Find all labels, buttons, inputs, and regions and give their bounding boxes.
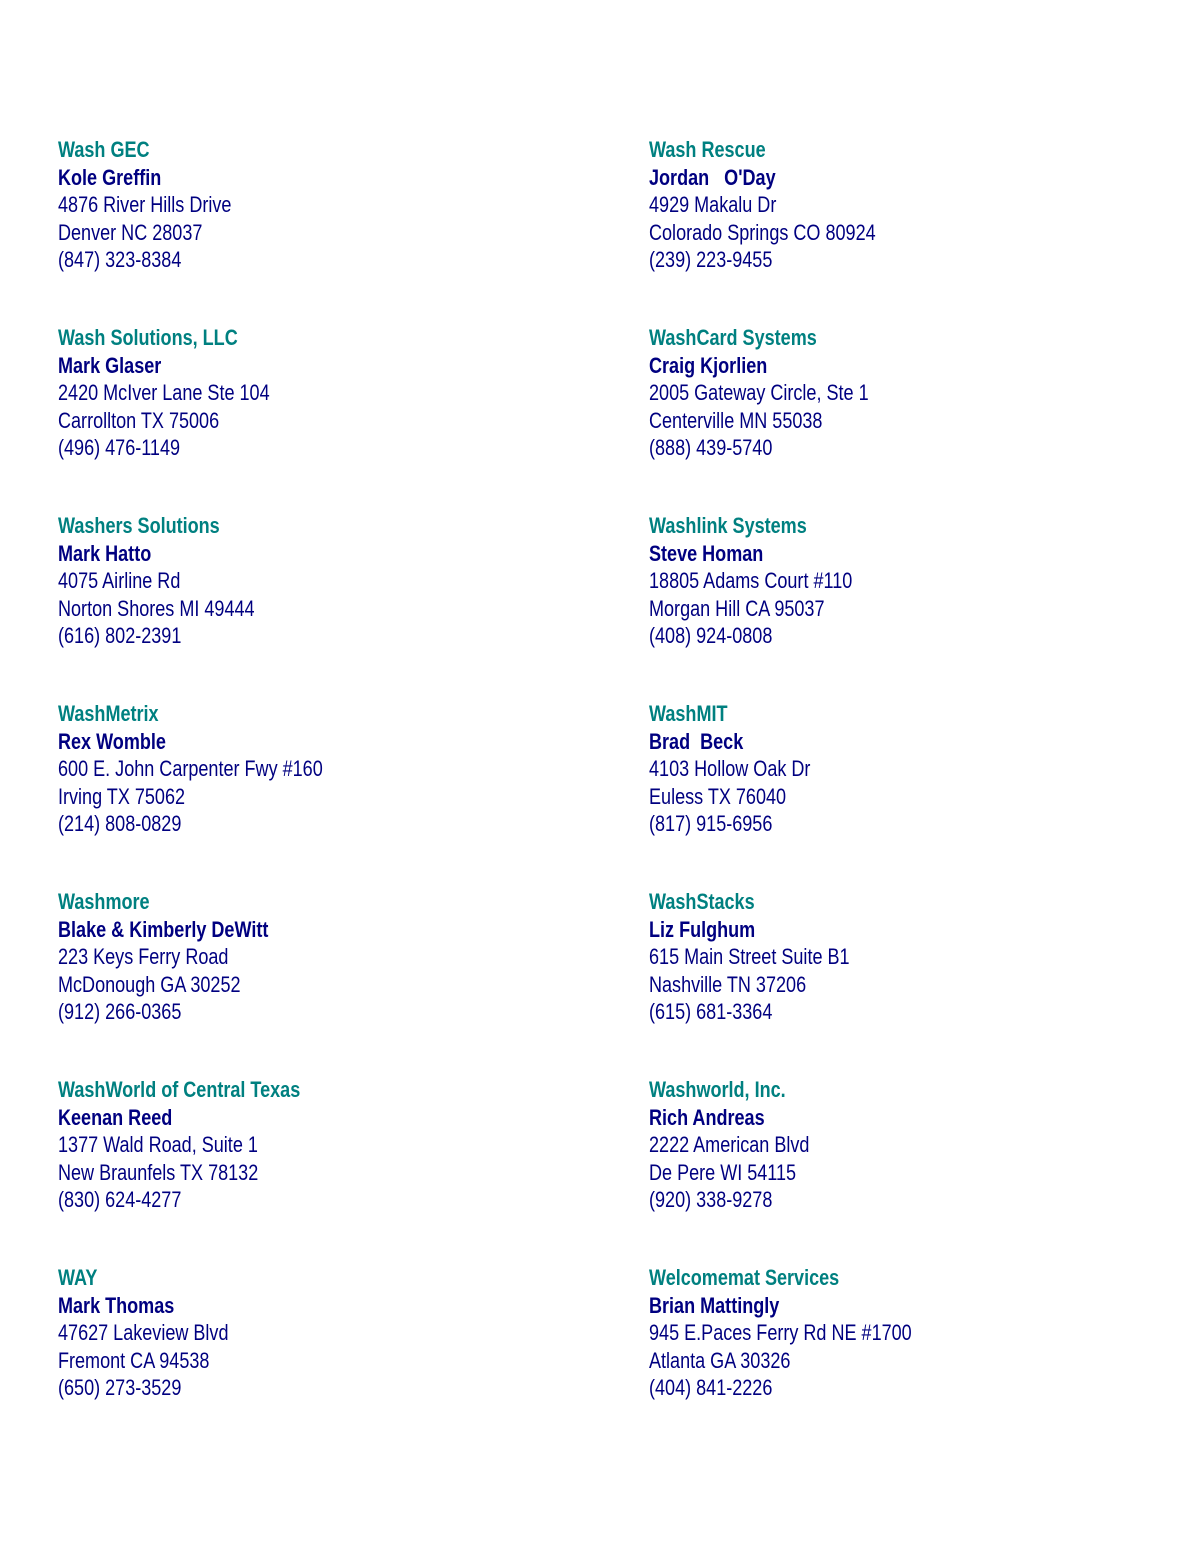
- directory-entry: [58, 512, 255, 650]
- phone-number: (404) 841-2226: [649, 1375, 773, 1400]
- phone-number: (912) 266-0365: [58, 999, 182, 1024]
- phone-number: (239) 223-9455: [649, 247, 773, 272]
- city-state-zip: De Pere WI 54115: [649, 1159, 797, 1185]
- street-address: 2222 American Blvd: [649, 1132, 810, 1157]
- directory-entry: [58, 700, 323, 838]
- city-state-zip: Fremont CA 94538: [58, 1347, 210, 1373]
- contact-name: Brian Mattingly: [649, 1292, 780, 1318]
- directory-entry: [58, 1264, 228, 1402]
- company-name: Welcomemat Services: [649, 1265, 840, 1290]
- company-name: WashWorld of Central Texas: [58, 1077, 301, 1102]
- city-state-zip: Morgan Hill CA 95037: [649, 595, 825, 621]
- contact-name: Steve Homan: [649, 540, 764, 566]
- phone-number: (920) 338-9278: [649, 1187, 773, 1212]
- company-name: Wash Solutions, LLC: [58, 325, 238, 350]
- directory-entry: [649, 1264, 912, 1402]
- company-name: Wash Rescue: [649, 137, 766, 162]
- directory-entry: [58, 136, 231, 274]
- company-name: WashCard Systems: [649, 325, 817, 350]
- street-address: 2005 Gateway Circle, Ste 1: [649, 380, 869, 405]
- company-name: WashStacks: [649, 889, 755, 914]
- company-name: WashMetrix: [58, 701, 159, 726]
- street-address: 600 E. John Carpenter Fwy #160: [58, 756, 323, 781]
- city-state-zip: New Braunfels TX 78132: [58, 1159, 259, 1185]
- contact-name: Kole Greffin: [58, 164, 162, 190]
- company-name: Washmore: [58, 889, 150, 914]
- city-state-zip: Carrollton TX 75006: [58, 407, 220, 433]
- contact-name: Brad Beck: [649, 728, 744, 754]
- phone-number: (408) 924-0808: [649, 623, 773, 648]
- phone-number: (847) 323-8384: [58, 247, 182, 272]
- directory-entry: [58, 324, 270, 462]
- city-state-zip: Colorado Springs CO 80924: [649, 219, 876, 245]
- company-name: WAY: [58, 1265, 98, 1290]
- company-name: Washers Solutions: [58, 513, 220, 538]
- contact-name: Keenan Reed: [58, 1104, 173, 1130]
- contact-name: Rex Womble: [58, 728, 166, 754]
- street-address: 4103 Hollow Oak Dr: [649, 756, 811, 781]
- contact-name: Mark Thomas: [58, 1292, 175, 1318]
- directory-entry: [58, 888, 268, 1026]
- phone-number: (888) 439-5740: [649, 435, 773, 460]
- phone-number: (496) 476-1149: [58, 435, 181, 460]
- directory-entry: [649, 136, 876, 274]
- company-name: Washlink Systems: [649, 513, 807, 538]
- city-state-zip: Atlanta GA 30326: [649, 1347, 791, 1373]
- directory-entry: [58, 1076, 300, 1214]
- directory-entry: [649, 700, 810, 838]
- contact-name: Rich Andreas: [649, 1104, 765, 1130]
- city-state-zip: Denver NC 28037: [58, 219, 203, 245]
- phone-number: (650) 273-3529: [58, 1375, 182, 1400]
- phone-number: (615) 681-3364: [649, 999, 773, 1024]
- street-address: 47627 Lakeview Blvd: [58, 1320, 229, 1345]
- city-state-zip: Centerville MN 55038: [649, 407, 823, 433]
- city-state-zip: McDonough GA 30252: [58, 971, 241, 997]
- contact-name: Liz Fulghum: [649, 916, 756, 942]
- phone-number: (616) 802-2391: [58, 623, 182, 648]
- street-address: 4876 River Hills Drive: [58, 192, 232, 217]
- company-name: WashMIT: [649, 701, 728, 726]
- street-address: 223 Keys Ferry Road: [58, 944, 229, 969]
- street-address: 615 Main Street Suite B1: [649, 944, 850, 969]
- city-state-zip: Nashville TN 37206: [649, 971, 807, 997]
- company-name: Wash GEC: [58, 137, 150, 162]
- contact-name: Mark Glaser: [58, 352, 162, 378]
- directory-entry: [649, 1076, 809, 1214]
- phone-number: (817) 915-6956: [649, 811, 773, 836]
- contact-name: Craig Kjorlien: [649, 352, 768, 378]
- phone-number: (830) 624-4277: [58, 1187, 182, 1212]
- city-state-zip: Euless TX 76040: [649, 783, 787, 809]
- city-state-zip: Irving TX 75062: [58, 783, 186, 809]
- street-address: 4929 Makalu Dr: [649, 192, 777, 217]
- street-address: 18805 Adams Court #110: [649, 568, 853, 593]
- city-state-zip: Norton Shores MI 49444: [58, 595, 255, 621]
- contact-name: Jordan O'Day: [649, 164, 776, 190]
- contact-name: Blake & Kimberly DeWitt: [58, 916, 269, 942]
- directory-entry: [649, 324, 869, 462]
- directory-entry: [649, 888, 850, 1026]
- street-address: 945 E.Paces Ferry Rd NE #1700: [649, 1320, 912, 1345]
- company-name: Washworld, Inc.: [649, 1077, 786, 1102]
- street-address: 1377 Wald Road, Suite 1: [58, 1132, 258, 1157]
- contact-name: Mark Hatto: [58, 540, 152, 566]
- phone-number: (214) 808-0829: [58, 811, 182, 836]
- street-address: 4075 Airline Rd: [58, 568, 181, 593]
- directory-entry: [649, 512, 852, 650]
- street-address: 2420 McIver Lane Ste 104: [58, 380, 270, 405]
